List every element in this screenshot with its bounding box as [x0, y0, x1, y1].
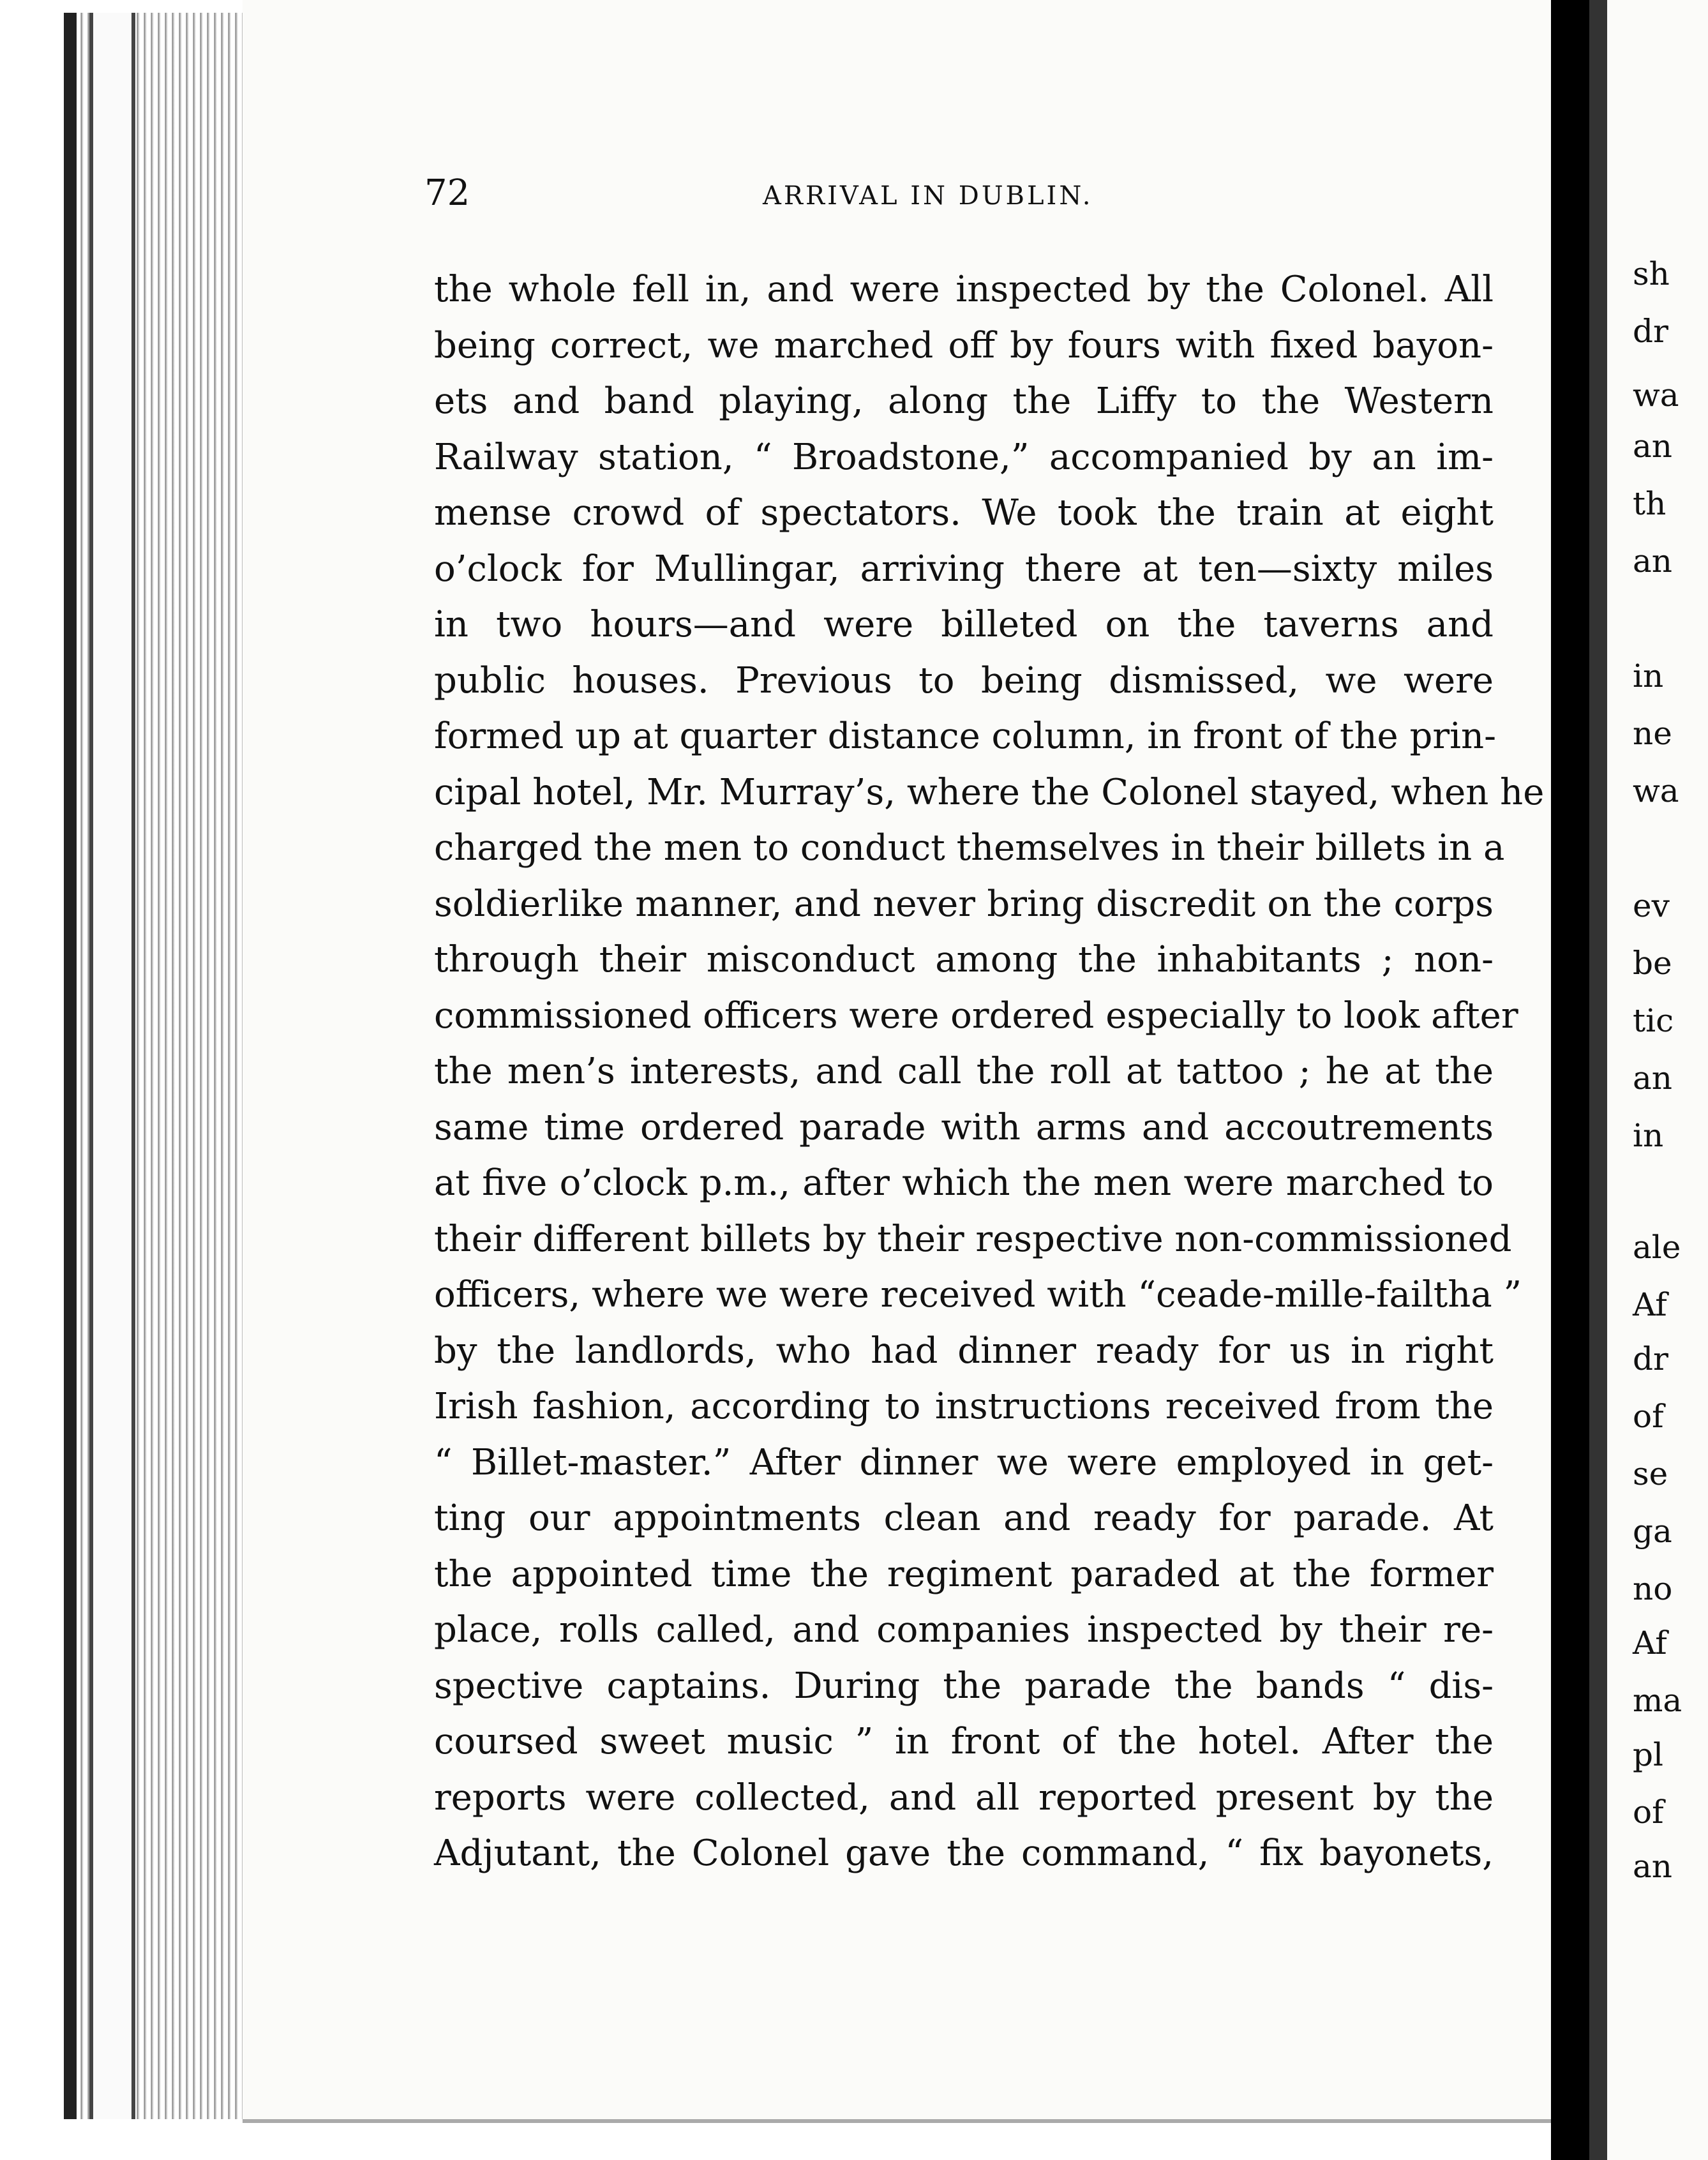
text-line: ets and band playing, along the Liffy to the Western [434, 380, 1494, 422]
facing-page-fragment: in [1633, 1117, 1664, 1154]
facing-page-fragment: th [1633, 485, 1667, 522]
facing-page-fragment: an [1633, 428, 1673, 465]
facing-page-fragment: tic [1633, 1002, 1674, 1039]
text-line: through their misconduct among the inhabitants ; non- [434, 939, 1494, 980]
text-line: the whole fell in, and were inspected by the Colonel. All [434, 269, 1494, 310]
facing-page-fragment: sh [1633, 255, 1670, 292]
facing-page-fragment: se [1633, 1455, 1668, 1492]
text-line: charged the men to conduct themselves in their billets in a [434, 827, 1505, 869]
facing-page-fragment: an [1633, 1060, 1673, 1097]
facing-page-fragment: ne [1633, 715, 1672, 752]
facing-page-fragment: in [1633, 657, 1664, 694]
text-line: Railway station, “ Broadstone,” accompanied by an im- [434, 436, 1494, 478]
facing-page-fragment: be [1633, 945, 1672, 982]
facing-page-fragment: no [1633, 1570, 1673, 1607]
text-line: the men’s interests, and call the roll at tattoo ; he at the [434, 1051, 1494, 1092]
text-line: Adjutant, the Colonel gave the command, “ fix bayonets, [434, 1833, 1494, 1874]
facing-page-fragment: dr [1633, 1340, 1668, 1377]
text-line: spective captains. During the parade the bands “ dis- [434, 1665, 1494, 1707]
facing-page [1607, 0, 1708, 2160]
facing-page-fragment: pl [1633, 1736, 1663, 1773]
text-line: their different billets by their respective non-commissioned [434, 1218, 1512, 1260]
text-line: officers, where we were received with “ceade-mille-failtha ” [434, 1274, 1522, 1316]
facing-page-fragment: Af [1633, 1624, 1667, 1661]
facing-page-fragment: wa [1633, 772, 1679, 809]
text-line: commissioned officers were ordered especially to look after [434, 994, 1518, 1037]
page-body-text [434, 262, 1545, 1882]
facing-page-fragment: ale [1633, 1229, 1681, 1266]
text-line: at five o’clock p.m., after which the men were marched to [434, 1162, 1494, 1204]
facing-page-fragment: Af [1633, 1286, 1667, 1323]
facing-page-fragment: ev [1633, 887, 1670, 924]
gutter-shadow [1589, 0, 1607, 2160]
facing-page-fragment: wa [1633, 377, 1679, 414]
facing-page-fragment: dr [1633, 313, 1668, 350]
page-number: 72 [424, 172, 470, 214]
text-line: the appointed time the regiment paraded at the former [434, 1553, 1494, 1595]
book-gutter [1551, 0, 1589, 2160]
text-line: “ Billet-master.” After dinner we were employed in get- [434, 1441, 1494, 1483]
running-title: ARRIVAL IN DUBLIN. [763, 181, 1093, 211]
text-line: in two hours—and were billeted on the taverns and [434, 604, 1494, 645]
text-line: Irish fashion, according to instructions received from the [434, 1386, 1494, 1427]
book-cover-edge [89, 13, 135, 2119]
facing-page-fragment: an [1633, 1848, 1673, 1885]
text-line: place, rolls called, and companies inspected by their re- [434, 1609, 1494, 1651]
text-line: being correct, we marched off by fours with fixed bayon- [434, 324, 1494, 366]
text-line: cipal hotel, Mr. Murray’s, where the Colonel stayed, when he [434, 771, 1545, 813]
facing-page-fragment: of [1633, 1398, 1664, 1435]
text-line: soldierlike manner, and never bring discredit on the corps [434, 883, 1494, 925]
facing-page-fragment: an [1633, 543, 1673, 580]
text-line: ting our appointments clean and ready for parade. At [434, 1497, 1494, 1539]
text-line: o’clock for Mullingar, arriving there at ten—sixty miles [434, 548, 1494, 590]
facing-page-fragment: of [1633, 1794, 1664, 1831]
text-line: by the landlords, who had dinner ready for us in right [434, 1330, 1494, 1372]
text-line: same time ordered parade with arms and accoutrements [434, 1106, 1494, 1148]
text-line: reports were collected, and all reported present by the [434, 1776, 1494, 1819]
facing-page-fragment: ma [1633, 1682, 1682, 1719]
text-line: mense crowd of spectators. We took the train at eight [434, 492, 1494, 534]
text-line: coursed sweet music ” in front of the hotel. After the [434, 1721, 1494, 1762]
text-line: formed up at quarter distance column, in front of the prin- [434, 716, 1497, 757]
facing-page-fragment: ga [1633, 1513, 1672, 1550]
text-line: public houses. Previous to being dismissed, we were [434, 659, 1494, 701]
